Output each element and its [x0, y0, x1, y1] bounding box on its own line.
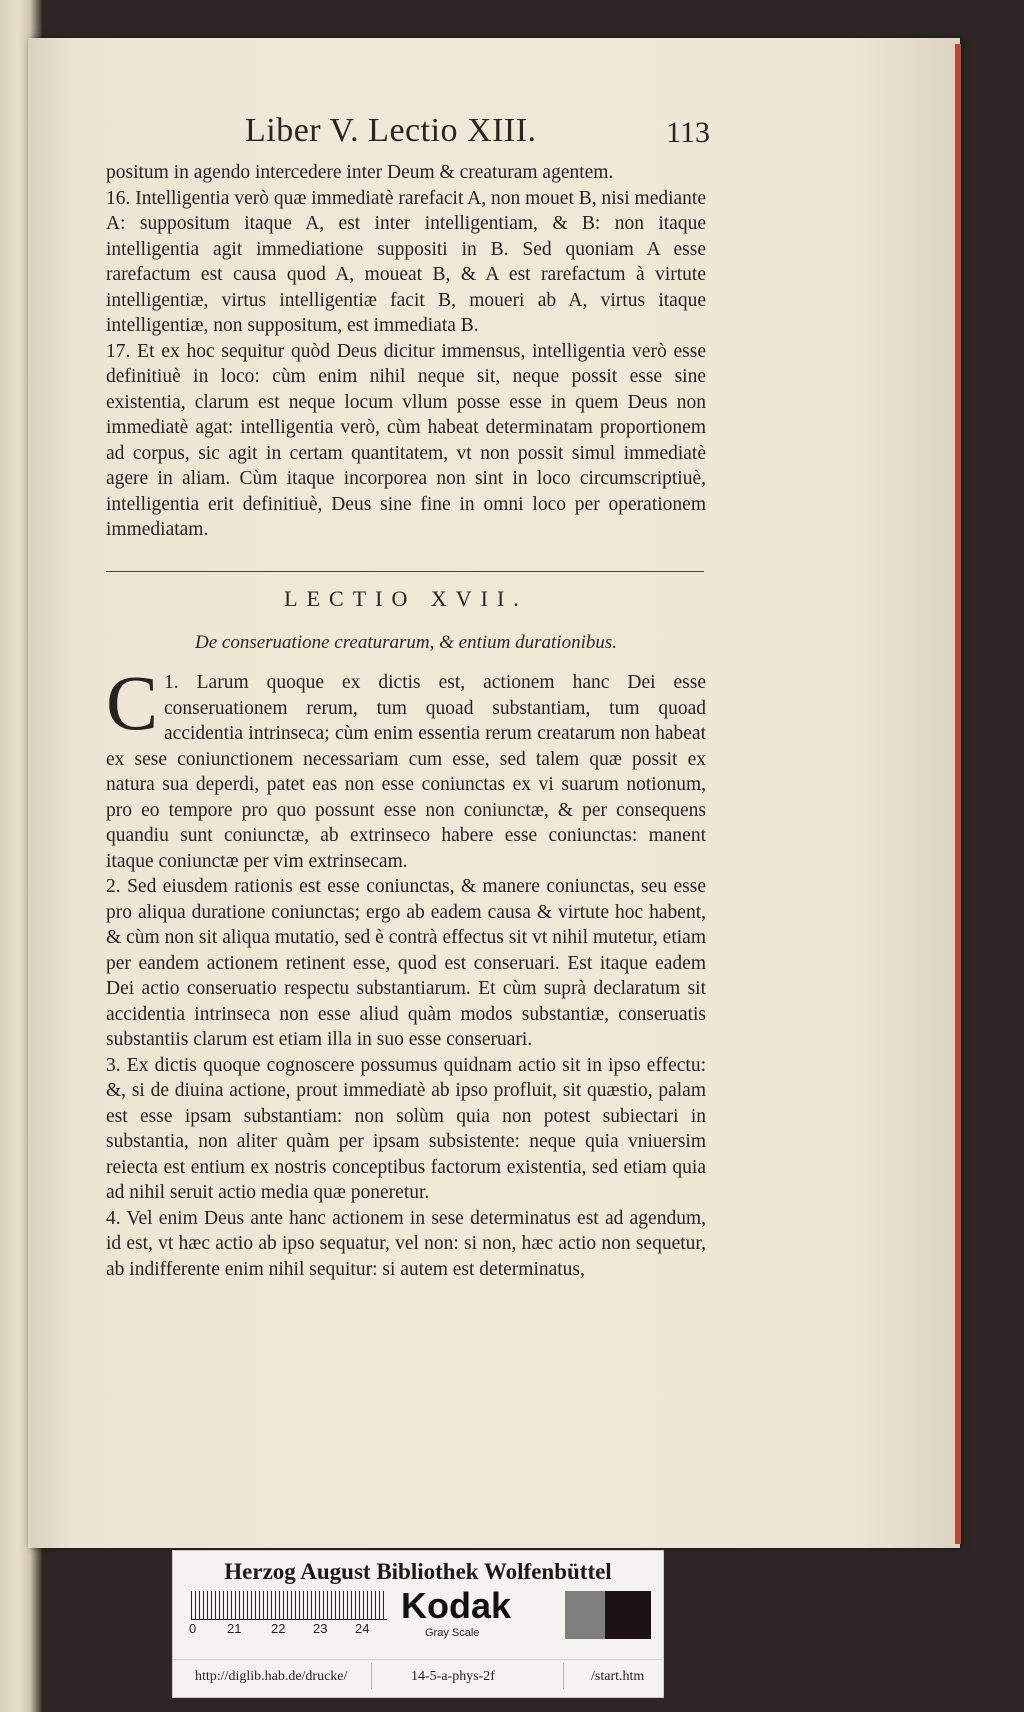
kodak-logo: Kodak	[401, 1585, 512, 1626]
url-separator	[371, 1663, 372, 1689]
url-separator	[563, 1663, 564, 1689]
section-divider	[106, 571, 704, 572]
url-shelfmark-link[interactable]: 14-5-a-phys-2f	[411, 1669, 495, 1684]
paragraph-1-text: Larum quoque ex dictis est, actionem hanc Dei esse conseruationem rerum, tum quoad substantiam, tum quoad accidentia intrinseca; cùm enim essentia rerum creatarum non habeat ex sese coniunctionem necessariam cum esse, sed talem quæ possit ex natura sua deperdi, patet eas non esse coniunctas ex vi suarum notionum, pro eo tempore pro quo possunt esse non coniunctæ, & per consequens quandiu sunt coniunctæ, ab extrinseco habere esse coniunctas: manent itaque coniunctæ per vim extrinsecam.	[106, 672, 706, 872]
paragraph-17: 17. Et ex hoc sequitur quòd Deus dicitur immensus, intelligentia verò esse definitiuè in loco: cùm enim nihil neque sit, neque possit esse sine existentia, clarum est neque locum vllum posse esse in quem Deus non immediatè agat: intelligentia verò, cùm habeat determinatam proportionem ad corpus, sic agit in certam quantitatem, vt non possit simul immediatè agere in aliam. Cùm itaque incorporea non sint in loco circumscriptiuè, intelligentia erit definitiuè, Deus sine fine in omni loco per operationem immediatam.	[106, 340, 706, 540]
ruler-number: 23	[313, 1621, 328, 1636]
ruler-number: 21	[227, 1621, 242, 1636]
lectio-subtitle: De conseruatione creaturarum, & entium durationibus.	[194, 632, 617, 653]
page-header	[100, 112, 710, 160]
bottom-text-section	[106, 659, 706, 1282]
paragraph-3: 3. Ex dictis quoque cognoscere possumus quidnam actio sit in ipso effectu: &, si de diuina actione, prout immediatè ab ipso profluit, sit quæstio, palam est esse ipsam substantiam: non solùm quia non potest subiectari in substantia, non aliter quàm per ipsam subsistente: neque quia vniuersim reiecta est entium ex nostris conceptibus factorum existentia, sed etiam quia ad nihil seruit actio media quæ poneretur.	[106, 1054, 706, 1203]
paragraph-continuation: positum in agendo intercedere inter Deum & creaturam agentem.	[106, 162, 614, 183]
drop-cap: C	[106, 659, 159, 746]
paragraph-4: 4. Vel enim Deus ante hanc actionem in sese determinatus est ad agendum, id est, vt hæc actio ab ipso sequatur, vel non: si non, hæc actio non sequetur, ab indifferente enim nihil sequitur: si autem est determinatus,	[106, 1207, 706, 1280]
page-right-edge	[955, 44, 961, 1544]
url-start-link[interactable]: /start.htm	[591, 1669, 645, 1684]
dark-swatch	[605, 1591, 651, 1639]
page-number: 113	[666, 116, 710, 149]
running-head: Liber V. Lectio XIII.	[245, 112, 537, 149]
ruler-number: 22	[271, 1621, 286, 1636]
url-base-link[interactable]: http://diglib.hab.de/drucke/	[195, 1669, 348, 1684]
gray-swatch	[565, 1591, 605, 1639]
paragraph-1	[106, 659, 706, 874]
paragraph-2: 2. Sed eiusdem rationis est esse coniunctas, & manere coniunctas, seu esse pro aliqua duratione coniunctas; ergo ab eadem causa & virtute hoc habent, & cùm non sit aliqua mutatio, sed è contrà effectus sit vt nihil mutetur, etiam per eandem actionem retinent esse, quod est conseruari. Est itaque eadem Dei actio conseruatio respectu substantiarum. Et cùm suprà declaratum sit accidentia intrinseca non esse aliud quàm modos substantiæ, conseruatis substantiis clarum est etiam illa in suo esse conseruari.	[106, 876, 706, 1050]
gray-swatches	[565, 1591, 651, 1639]
library-name: Herzog August Bibliothek Wolfenbüttel	[224, 1559, 612, 1584]
scan-info-bar	[172, 1550, 664, 1698]
lectio-title: LECTIO XVII.	[284, 586, 528, 611]
paragraph-16: 16. Intelligentia verò quæ immediatè rarefacit A, non mouet B, nisi mediante A: suppositum itaque A, est inter intelligentiam, & B: non itaque intelligentia agit immediatione suppositi in B. Sed quoniam A esse rarefactum est causa quod A, moueat B, & A est rarefactum à virtute intelligentiæ, virtus intelligentiæ facit B, moueri ab A, virtus itaque intelligentiæ, non suppositum, est immediata B.	[106, 187, 707, 336]
scale-ruler	[191, 1591, 387, 1620]
paragraph-1-number: 1.	[164, 672, 179, 693]
ruler-number: 0	[189, 1621, 197, 1636]
top-text-section	[106, 160, 706, 543]
ruler-numbers	[189, 1621, 399, 1639]
url-row	[173, 1659, 663, 1690]
gray-scale-label: Gray Scale	[425, 1627, 480, 1639]
ruler-number: 24	[355, 1621, 370, 1636]
